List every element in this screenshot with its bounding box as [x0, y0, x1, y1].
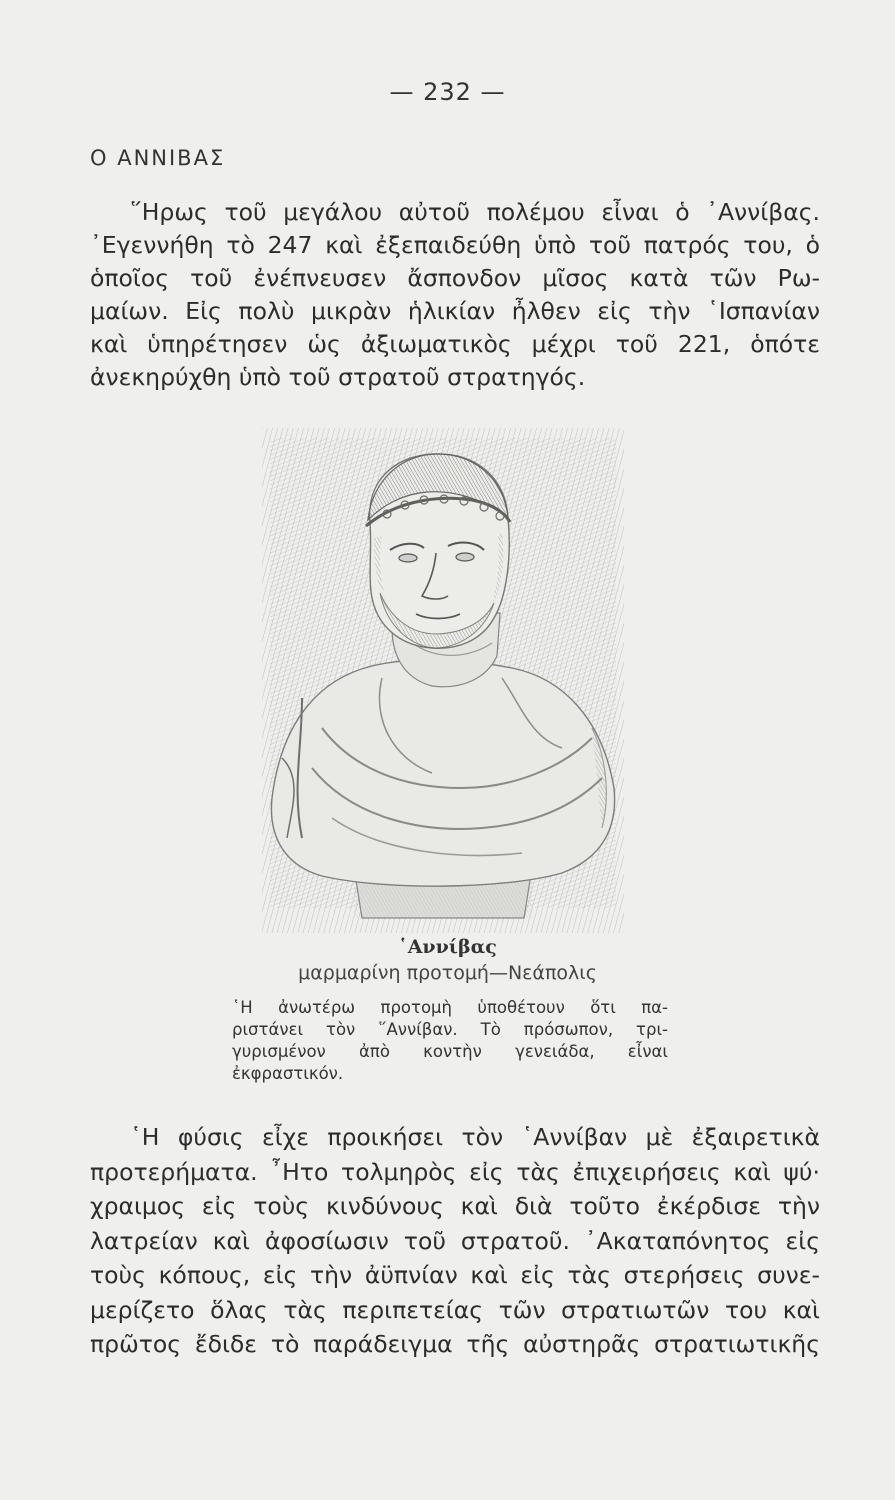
chapter-heading: Ο ΑΝΝΙΒΑΣ: [90, 146, 226, 170]
intro-line: ὁποῖος τοῦ ἐνέπνευσεν ἄσπονδον μῖσος κατὰ τῶν Ρω-: [90, 264, 820, 292]
bust-engraving: [262, 428, 624, 933]
intro-line: ἀνεκηρύχθη ὑπὸ τοῦ στρατοῦ στρατηγός.: [90, 363, 586, 391]
body-line: λατρείαν καὶ ἀφοσίωσιν τοῦ στρατοῦ. ᾿Ακαταπόνητος εἰς: [90, 1226, 820, 1255]
page-number: — 232 —: [389, 78, 506, 106]
figure-note-line: ῾Η ἀνωτέρω προτομὴ ὑποθέτουν ὅτι πα-: [232, 998, 668, 1017]
body-line: προτερήματα. ῏Ητο τολμηρὸς εἰς τὰς ἐπιχειρήσεις καὶ ψύ·: [90, 1157, 820, 1186]
body-paragraph: [90, 1120, 820, 1365]
figure-note-line: ριστάνει τὸν ῞Αννίβαν. Τὸ πρόσωπον, τρι-: [232, 1020, 668, 1039]
body-line: χραιμος εἰς τοὺς κινδύνους καὶ διὰ τοῦτο ἐκέρδισε τὴν: [90, 1192, 820, 1220]
figure-caption-title: ῾Αννίβας: [398, 936, 497, 958]
body-line: ῾Η φύσις εἶχε προικήσει τὸν ῾Αννίβαν μὲ ἐξαιρετικὰ: [130, 1123, 820, 1151]
figure-caption-subtitle: μαρμαρίνη προτομή—Νεάπολις: [298, 962, 597, 984]
body-line: μερίζετο ὅλας τὰς περιπετείας τῶν στρατιωτῶν του καὶ: [90, 1295, 820, 1324]
intro-line: μαίων. Εἰς πολὺ μικρὰν ἡλικίαν ἦλθεν εἰς τὴν ῾Ισπανίαν: [90, 297, 820, 325]
hannibal-bust-illustration: [262, 428, 624, 933]
figure-note-line: ἐκφραστικόν.: [232, 1064, 344, 1083]
body-line: πρῶτος ἔδιδε τὸ παράδειγμα τῆς αὐστηρᾶς στρατιωτικῆς: [90, 1330, 820, 1358]
figure-note-line: γυρισμένον ἀπὸ κοντὴν γενειάδα, εἶναι: [232, 1042, 668, 1061]
intro-paragraph: [90, 196, 820, 394]
body-line: τοὺς κόπους, εἰς τὴν ἀϋπνίαν καὶ εἰς τὰς στερήσεις συνε-: [90, 1261, 820, 1289]
intro-line: ᾿Εγεννήθη τὸ 247 καὶ ἐξεπαιδεύθη ὑπὸ τοῦ πατρός του, ὁ: [90, 231, 820, 259]
intro-line: καὶ ὑπηρέτησεν ὡς ἀξιωματικὸς μέχρι τοῦ 221, ὁπότε: [90, 330, 820, 358]
intro-line: ῞Ηρως τοῦ μεγάλου αὐτοῦ πολέμου εἶναι ὁ ᾿Αννίβας.: [130, 198, 820, 226]
figure-note: [232, 997, 668, 1085]
